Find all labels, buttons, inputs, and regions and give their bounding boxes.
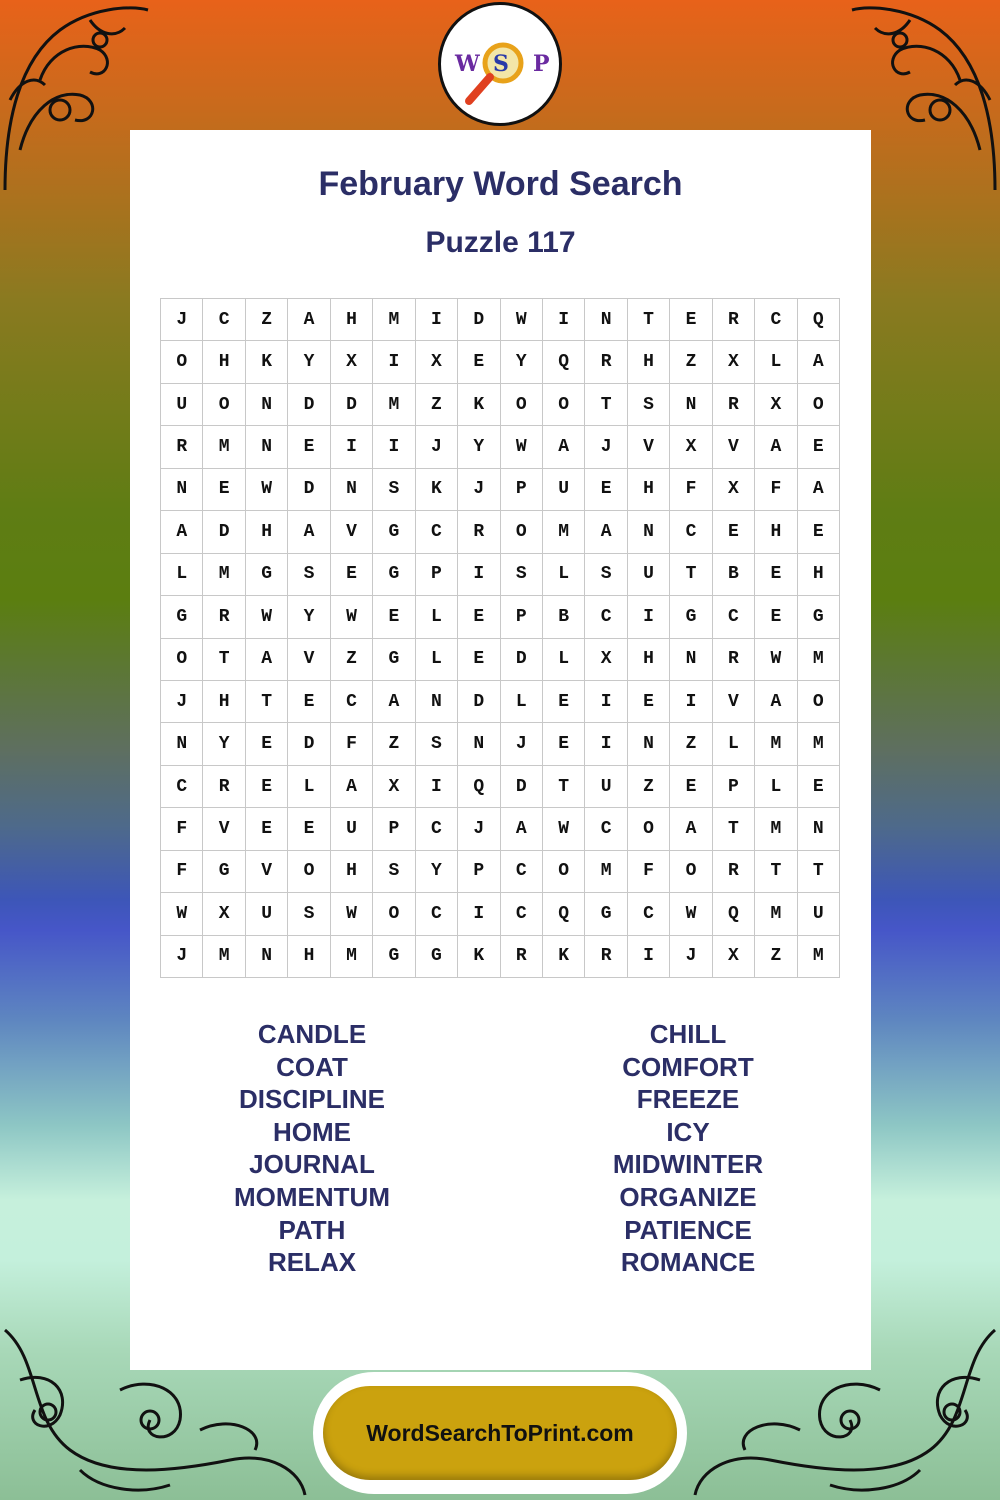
grid-cell[interactable]: D: [501, 766, 543, 808]
grid-cell[interactable]: L: [755, 341, 797, 383]
grid-cell[interactable]: R: [585, 341, 627, 383]
grid-cell[interactable]: Z: [416, 384, 458, 426]
grid-cell[interactable]: Z: [755, 936, 797, 978]
grid-cell[interactable]: H: [798, 554, 840, 596]
grid-cell[interactable]: Q: [713, 893, 755, 935]
grid-cell[interactable]: I: [628, 596, 670, 638]
grid-cell[interactable]: H: [628, 341, 670, 383]
grid-cell[interactable]: J: [585, 426, 627, 468]
grid-cell[interactable]: O: [543, 384, 585, 426]
grid-cell[interactable]: A: [331, 766, 373, 808]
grid-cell[interactable]: L: [501, 681, 543, 723]
grid-cell[interactable]: F: [670, 469, 712, 511]
grid-cell[interactable]: Y: [288, 596, 330, 638]
grid-cell[interactable]: G: [373, 511, 415, 553]
grid-cell[interactable]: G: [373, 639, 415, 681]
grid-cell[interactable]: I: [416, 299, 458, 341]
grid-cell[interactable]: J: [501, 723, 543, 765]
grid-cell[interactable]: S: [585, 554, 627, 596]
grid-cell[interactable]: N: [246, 426, 288, 468]
grid-cell[interactable]: O: [670, 851, 712, 893]
grid-cell[interactable]: E: [288, 808, 330, 850]
grid-cell[interactable]: G: [161, 596, 203, 638]
grid-cell[interactable]: Y: [458, 426, 500, 468]
grid-cell[interactable]: I: [585, 723, 627, 765]
grid-cell[interactable]: V: [203, 808, 245, 850]
grid-cell[interactable]: F: [161, 808, 203, 850]
page-title: February Word Search: [318, 165, 683, 203]
grid-cell[interactable]: W: [755, 639, 797, 681]
grid-cell[interactable]: M: [373, 384, 415, 426]
grid-cell[interactable]: I: [458, 893, 500, 935]
grid-cell[interactable]: A: [288, 299, 330, 341]
grid-cell[interactable]: O: [798, 681, 840, 723]
grid-cell[interactable]: W: [331, 596, 373, 638]
grid-cell[interactable]: R: [713, 299, 755, 341]
grid-cell[interactable]: N: [161, 723, 203, 765]
grid-cell[interactable]: I: [628, 936, 670, 978]
grid-cell[interactable]: N: [798, 808, 840, 850]
grid-cell[interactable]: I: [373, 341, 415, 383]
grid-cell[interactable]: V: [713, 426, 755, 468]
grid-cell[interactable]: E: [628, 681, 670, 723]
grid-cell[interactable]: A: [755, 426, 797, 468]
letter-grid: [160, 298, 840, 978]
grid-cell[interactable]: C: [628, 893, 670, 935]
word-list-item: HOME: [273, 1116, 351, 1147]
grid-cell[interactable]: A: [373, 681, 415, 723]
grid-cell[interactable]: G: [798, 596, 840, 638]
grid-cell[interactable]: X: [713, 936, 755, 978]
grid-cell[interactable]: X: [670, 426, 712, 468]
grid-cell[interactable]: O: [203, 384, 245, 426]
grid-cell[interactable]: I: [416, 766, 458, 808]
grid-cell[interactable]: C: [161, 766, 203, 808]
grid-cell[interactable]: W: [246, 596, 288, 638]
grid-cell[interactable]: A: [543, 426, 585, 468]
grid-cell[interactable]: E: [246, 766, 288, 808]
grid-cell[interactable]: J: [670, 936, 712, 978]
grid-cell[interactable]: C: [755, 299, 797, 341]
grid-cell[interactable]: Y: [288, 341, 330, 383]
grid-cell[interactable]: A: [585, 511, 627, 553]
grid-cell[interactable]: D: [288, 469, 330, 511]
grid-cell[interactable]: G: [203, 851, 245, 893]
grid-cell[interactable]: M: [798, 936, 840, 978]
grid-cell[interactable]: J: [416, 426, 458, 468]
grid-cell[interactable]: O: [798, 384, 840, 426]
word-list-right: [538, 1018, 838, 1279]
grid-cell[interactable]: X: [331, 341, 373, 383]
grid-cell[interactable]: I: [585, 681, 627, 723]
grid-cell[interactable]: K: [458, 384, 500, 426]
word-list-left: [162, 1018, 462, 1279]
logo-letter-w: W: [455, 51, 480, 77]
grid-cell[interactable]: P: [501, 469, 543, 511]
grid-cell[interactable]: C: [585, 808, 627, 850]
grid-cell[interactable]: C: [416, 808, 458, 850]
grid-cell[interactable]: T: [755, 851, 797, 893]
grid-cell[interactable]: E: [246, 723, 288, 765]
grid-cell[interactable]: I: [543, 299, 585, 341]
grid-cell[interactable]: U: [585, 766, 627, 808]
grid-cell[interactable]: M: [203, 554, 245, 596]
grid-cell[interactable]: Z: [246, 299, 288, 341]
grid-cell[interactable]: O: [501, 384, 543, 426]
grid-cell[interactable]: E: [798, 511, 840, 553]
grid-cell[interactable]: U: [543, 469, 585, 511]
grid-cell[interactable]: J: [458, 469, 500, 511]
grid-cell[interactable]: E: [288, 426, 330, 468]
grid-cell[interactable]: C: [585, 596, 627, 638]
grid-cell[interactable]: M: [543, 511, 585, 553]
word-list-item: CHILL: [649, 1019, 727, 1049]
word-list-item: DISCIPLINE: [239, 1084, 385, 1115]
grid-cell[interactable]: E: [585, 469, 627, 511]
grid-cell[interactable]: V: [713, 681, 755, 723]
grid-cell[interactable]: J: [458, 808, 500, 850]
grid-cell[interactable]: P: [373, 808, 415, 850]
grid-cell[interactable]: R: [713, 384, 755, 426]
grid-cell[interactable]: E: [755, 596, 797, 638]
grid-cell[interactable]: L: [416, 639, 458, 681]
grid-cell[interactable]: E: [458, 596, 500, 638]
grid-cell[interactable]: R: [203, 766, 245, 808]
grid-cell[interactable]: N: [161, 469, 203, 511]
grid-cell[interactable]: X: [416, 341, 458, 383]
grid-cell[interactable]: N: [246, 384, 288, 426]
grid-cell[interactable]: M: [755, 893, 797, 935]
grid-cell[interactable]: C: [713, 596, 755, 638]
grid-cell[interactable]: W: [246, 469, 288, 511]
grid-cell[interactable]: O: [373, 893, 415, 935]
grid-cell[interactable]: I: [670, 681, 712, 723]
grid-cell[interactable]: X: [713, 469, 755, 511]
grid-cell[interactable]: Z: [670, 341, 712, 383]
grid-cell[interactable]: H: [331, 299, 373, 341]
grid-cell[interactable]: S: [288, 893, 330, 935]
grid-cell[interactable]: D: [288, 723, 330, 765]
grid-cell[interactable]: K: [416, 469, 458, 511]
grid-cell[interactable]: S: [501, 554, 543, 596]
grid-cell[interactable]: C: [501, 893, 543, 935]
grid-cell[interactable]: K: [458, 936, 500, 978]
grid-cell[interactable]: S: [373, 469, 415, 511]
grid-cell[interactable]: O: [161, 639, 203, 681]
grid-cell[interactable]: P: [501, 596, 543, 638]
grid-cell[interactable]: G: [416, 936, 458, 978]
grid-cell[interactable]: Z: [373, 723, 415, 765]
grid-cell[interactable]: C: [416, 511, 458, 553]
grid-cell[interactable]: I: [331, 426, 373, 468]
grid-cell[interactable]: M: [798, 723, 840, 765]
grid-cell[interactable]: W: [543, 808, 585, 850]
grid-cell[interactable]: A: [798, 469, 840, 511]
word-list-item: ROMANCE: [620, 1247, 756, 1278]
grid-cell[interactable]: R: [203, 596, 245, 638]
grid-cell[interactable]: C: [203, 299, 245, 341]
grid-cell[interactable]: U: [246, 893, 288, 935]
grid-cell[interactable]: A: [288, 511, 330, 553]
puzzle-card: [130, 130, 871, 1370]
grid-cell[interactable]: M: [203, 426, 245, 468]
word-list-item: COMFORT: [622, 1051, 754, 1082]
grid-cell[interactable]: W: [670, 893, 712, 935]
word-list-item: PATIENCE: [624, 1214, 752, 1245]
grid-cell[interactable]: B: [543, 596, 585, 638]
grid-cell[interactable]: J: [161, 936, 203, 978]
grid-cell[interactable]: E: [458, 639, 500, 681]
grid-cell[interactable]: H: [331, 851, 373, 893]
grid-cell[interactable]: L: [713, 723, 755, 765]
grid-cell[interactable]: H: [246, 511, 288, 553]
grid-cell[interactable]: N: [331, 469, 373, 511]
grid-cell[interactable]: W: [331, 893, 373, 935]
grid-cell[interactable]: T: [798, 851, 840, 893]
grid-cell[interactable]: E: [458, 341, 500, 383]
grid-cell[interactable]: L: [755, 766, 797, 808]
grid-cell[interactable]: H: [288, 936, 330, 978]
grid-cell[interactable]: D: [501, 639, 543, 681]
grid-cell[interactable]: D: [203, 511, 245, 553]
grid-cell[interactable]: R: [161, 426, 203, 468]
grid-cell[interactable]: E: [543, 681, 585, 723]
grid-cell[interactable]: O: [501, 511, 543, 553]
grid-cell[interactable]: P: [416, 554, 458, 596]
grid-cell[interactable]: T: [628, 299, 670, 341]
grid-cell[interactable]: M: [585, 851, 627, 893]
grid-cell[interactable]: J: [161, 681, 203, 723]
site-logo[interactable]: [438, 2, 562, 126]
grid-cell[interactable]: L: [161, 554, 203, 596]
grid-cell[interactable]: K: [246, 341, 288, 383]
grid-cell[interactable]: T: [713, 808, 755, 850]
grid-cell[interactable]: M: [373, 299, 415, 341]
grid-cell[interactable]: E: [713, 511, 755, 553]
grid-cell[interactable]: O: [543, 851, 585, 893]
grid-cell[interactable]: F: [331, 723, 373, 765]
grid-cell[interactable]: A: [161, 511, 203, 553]
grid-cell[interactable]: T: [543, 766, 585, 808]
grid-cell[interactable]: Q: [798, 299, 840, 341]
grid-cell[interactable]: F: [628, 851, 670, 893]
grid-cell[interactable]: G: [670, 596, 712, 638]
grid-cell[interactable]: E: [670, 766, 712, 808]
grid-cell[interactable]: V: [331, 511, 373, 553]
footer-site-link[interactable]: WordSearchToPrint.com: [323, 1386, 677, 1480]
grid-cell[interactable]: U: [798, 893, 840, 935]
word-list-item: MIDWINTER: [612, 1149, 764, 1180]
grid-cell[interactable]: X: [755, 384, 797, 426]
grid-cell[interactable]: R: [501, 936, 543, 978]
grid-cell[interactable]: X: [713, 341, 755, 383]
grid-cell[interactable]: L: [416, 596, 458, 638]
grid-cell[interactable]: B: [713, 554, 755, 596]
grid-cell[interactable]: S: [373, 851, 415, 893]
grid-cell[interactable]: C: [501, 851, 543, 893]
word-list-item: RELAX: [267, 1247, 357, 1278]
word-list-item: FREEZE: [636, 1084, 740, 1115]
grid-cell[interactable]: G: [373, 554, 415, 596]
word-list-item: ORGANIZE: [619, 1181, 757, 1212]
grid-cell[interactable]: N: [670, 384, 712, 426]
grid-cell[interactable]: H: [203, 681, 245, 723]
grid-cell[interactable]: N: [416, 681, 458, 723]
grid-cell[interactable]: G: [585, 893, 627, 935]
grid-cell[interactable]: M: [798, 639, 840, 681]
grid-cell[interactable]: E: [331, 554, 373, 596]
grid-cell[interactable]: R: [585, 936, 627, 978]
grid-cell[interactable]: E: [543, 723, 585, 765]
grid-cell[interactable]: O: [288, 851, 330, 893]
grid-cell[interactable]: X: [373, 766, 415, 808]
grid-cell[interactable]: U: [161, 384, 203, 426]
word-list-item: COAT: [276, 1051, 348, 1082]
grid-cell[interactable]: E: [798, 426, 840, 468]
grid-cell[interactable]: J: [161, 299, 203, 341]
grid-cell[interactable]: R: [458, 511, 500, 553]
grid-cell[interactable]: M: [203, 936, 245, 978]
grid-cell[interactable]: X: [585, 639, 627, 681]
grid-cell[interactable]: E: [246, 808, 288, 850]
grid-cell[interactable]: D: [458, 299, 500, 341]
grid-cell[interactable]: S: [628, 384, 670, 426]
grid-cell[interactable]: Y: [416, 851, 458, 893]
grid-cell[interactable]: Q: [458, 766, 500, 808]
grid-cell[interactable]: L: [543, 554, 585, 596]
grid-cell[interactable]: E: [373, 596, 415, 638]
word-list-item: JOURNAL: [249, 1149, 375, 1180]
grid-cell[interactable]: A: [246, 639, 288, 681]
grid-cell[interactable]: F: [161, 851, 203, 893]
word-list-item: MOMENTUM: [234, 1181, 390, 1212]
grid-cell[interactable]: E: [755, 554, 797, 596]
grid-cell[interactable]: S: [288, 554, 330, 596]
grid-cell[interactable]: N: [670, 639, 712, 681]
grid-cell[interactable]: A: [755, 681, 797, 723]
grid-cell[interactable]: E: [670, 299, 712, 341]
grid-cell[interactable]: Y: [501, 341, 543, 383]
grid-cell[interactable]: H: [755, 511, 797, 553]
grid-cell[interactable]: U: [628, 554, 670, 596]
grid-cell[interactable]: I: [373, 426, 415, 468]
logo-letter-s: S: [493, 51, 509, 77]
grid-cell[interactable]: H: [203, 341, 245, 383]
grid-cell[interactable]: G: [373, 936, 415, 978]
top-right-ornament: [850, 0, 1000, 200]
grid-cell[interactable]: O: [161, 341, 203, 383]
grid-cell[interactable]: T: [203, 639, 245, 681]
grid-cell[interactable]: H: [628, 639, 670, 681]
word-list-item: CANDLE: [257, 1019, 367, 1049]
grid-cell[interactable]: M: [331, 936, 373, 978]
grid-cell[interactable]: G: [246, 554, 288, 596]
logo-letter-p: P: [533, 51, 550, 77]
grid-cell[interactable]: Z: [670, 723, 712, 765]
puzzle-number: Puzzle 117: [425, 226, 576, 259]
grid-cell[interactable]: W: [161, 893, 203, 935]
grid-cell[interactable]: W: [501, 299, 543, 341]
grid-cell[interactable]: X: [203, 893, 245, 935]
grid-cell[interactable]: H: [628, 469, 670, 511]
top-left-ornament: [0, 0, 150, 200]
grid-cell[interactable]: I: [458, 554, 500, 596]
grid-cell[interactable]: N: [246, 936, 288, 978]
grid-cell[interactable]: S: [416, 723, 458, 765]
grid-cell[interactable]: C: [331, 681, 373, 723]
grid-cell[interactable]: D: [331, 384, 373, 426]
grid-cell[interactable]: C: [416, 893, 458, 935]
grid-cell[interactable]: M: [755, 723, 797, 765]
grid-cell[interactable]: M: [755, 808, 797, 850]
grid-cell[interactable]: T: [246, 681, 288, 723]
grid-cell[interactable]: E: [203, 469, 245, 511]
word-list-item: ICY: [666, 1116, 710, 1147]
grid-cell[interactable]: E: [288, 681, 330, 723]
word-list-item: PATH: [278, 1214, 346, 1245]
grid-cell[interactable]: F: [755, 469, 797, 511]
grid-cell[interactable]: Z: [331, 639, 373, 681]
grid-cell[interactable]: V: [628, 426, 670, 468]
grid-cell[interactable]: V: [246, 851, 288, 893]
grid-cell[interactable]: Q: [543, 893, 585, 935]
grid-cell[interactable]: A: [670, 808, 712, 850]
grid-cell[interactable]: Z: [628, 766, 670, 808]
grid-cell[interactable]: L: [543, 639, 585, 681]
grid-cell[interactable]: L: [288, 766, 330, 808]
grid-cell[interactable]: P: [458, 851, 500, 893]
grid-cell[interactable]: V: [288, 639, 330, 681]
grid-cell[interactable]: Q: [543, 341, 585, 383]
grid-cell[interactable]: C: [670, 511, 712, 553]
grid-cell[interactable]: N: [628, 723, 670, 765]
grid-cell[interactable]: N: [458, 723, 500, 765]
grid-cell[interactable]: T: [670, 554, 712, 596]
grid-cell[interactable]: U: [331, 808, 373, 850]
grid-cell[interactable]: N: [585, 299, 627, 341]
grid-cell[interactable]: E: [798, 766, 840, 808]
grid-cell[interactable]: N: [628, 511, 670, 553]
grid-cell[interactable]: W: [501, 426, 543, 468]
grid-cell[interactable]: T: [585, 384, 627, 426]
grid-cell[interactable]: O: [628, 808, 670, 850]
grid-cell[interactable]: Y: [203, 723, 245, 765]
grid-cell[interactable]: P: [713, 766, 755, 808]
grid-cell[interactable]: D: [458, 681, 500, 723]
grid-cell[interactable]: D: [288, 384, 330, 426]
grid-cell[interactable]: R: [713, 851, 755, 893]
grid-cell[interactable]: K: [543, 936, 585, 978]
grid-cell[interactable]: A: [798, 341, 840, 383]
grid-cell[interactable]: A: [501, 808, 543, 850]
grid-cell[interactable]: R: [713, 639, 755, 681]
